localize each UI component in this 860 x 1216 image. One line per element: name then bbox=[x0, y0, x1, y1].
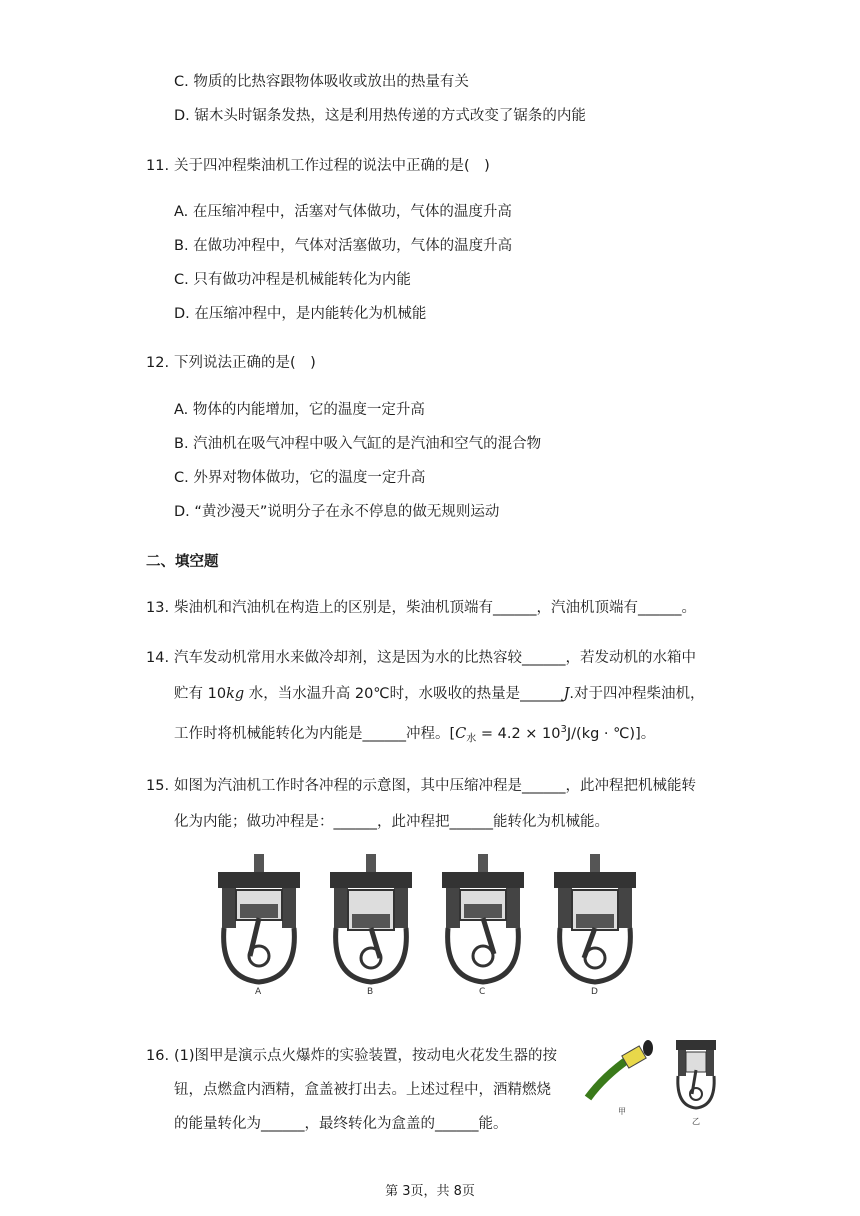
q11-option-a: A. 在压缩冲程中，活塞对气体做功，气体的温度升高 bbox=[174, 204, 512, 220]
label-d: D bbox=[591, 987, 598, 996]
text-run: .对于四冲程柴油机， bbox=[569, 686, 705, 702]
text-run: 工作时将机械能转化为内能是______冲程。[ bbox=[174, 725, 456, 742]
question-number: 13. bbox=[146, 600, 170, 616]
q10-option-d: D. 锯木头时锯条发热，这是利用热传递的方式改变了锯条的内能 bbox=[174, 108, 586, 124]
q14-line-2 bbox=[174, 684, 705, 704]
question-number: 16. bbox=[146, 1048, 170, 1064]
math-c: C bbox=[455, 725, 467, 742]
page-footer: 第 3页，共 8页 bbox=[385, 1184, 475, 1199]
text-run: = 4.2 × 10 bbox=[476, 725, 561, 742]
q16-line-3: 的能量转化为______，最终转化为盒盖的______能。 bbox=[174, 1116, 508, 1132]
label-b: B bbox=[367, 987, 374, 996]
question-line-1: (1)图甲是演示点火爆炸的实验装置，按动电火花发生器的按 bbox=[174, 1048, 558, 1064]
question-text: 柴油机和汽油机在构造上的区别是，柴油机顶端有______，汽油机顶端有______。 bbox=[174, 600, 696, 616]
engine-diagram-d bbox=[546, 846, 644, 996]
q15-line-2: 化为内能；做功冲程是：______，此冲程把______能转化为机械能。 bbox=[174, 814, 609, 830]
unit-kg: kg bbox=[226, 686, 245, 702]
question-stem: 关于四冲程柴油机工作过程的说法中正确的是( ) bbox=[174, 158, 490, 174]
question-number: 11. bbox=[146, 158, 170, 174]
label-yi: 乙 bbox=[692, 1117, 700, 1126]
q12-option-b: B. 汽油机在吸气冲程中吸入气缸的是汽油和空气的混合物 bbox=[174, 436, 542, 452]
question-stem: 下列说法正确的是( ) bbox=[174, 355, 316, 371]
text-run: 贮有 10 bbox=[174, 686, 227, 702]
q12-option-c: C. 外界对物体做功，它的温度一定升高 bbox=[174, 470, 426, 486]
text-run: J/(kg · ℃)]。 bbox=[566, 725, 656, 742]
question-number: 14. bbox=[146, 650, 170, 666]
math-superscript: 3 bbox=[560, 724, 567, 735]
q12-option-a: A. 物体的内能增加，它的温度一定升高 bbox=[174, 402, 425, 418]
question-line-1: 汽车发动机常用水来做冷却剂，这是因为水的比热容较______，若发动机的水箱中 bbox=[174, 650, 696, 666]
engine-strokes-figure bbox=[210, 846, 640, 996]
label-c: C bbox=[479, 987, 486, 996]
engine-diagram-a bbox=[210, 846, 308, 996]
section-heading: 二、填空题 bbox=[146, 554, 219, 570]
question-number: 15. bbox=[146, 778, 170, 794]
unit-j: J bbox=[563, 686, 570, 702]
question-line-1: 如图为汽油机工作时各冲程的示意图，其中压缩冲程是______，此冲程把机械能转 bbox=[174, 778, 696, 794]
label-a: A bbox=[255, 987, 262, 996]
question-number: 12. bbox=[146, 355, 170, 371]
q10-option-c: C. 物质的比热容跟物体吸收或放出的热量有关 bbox=[174, 74, 469, 90]
q11-option-c: C. 只有做功冲程是机械能转化为内能 bbox=[174, 272, 411, 288]
q12-option-d: D. “黄沙漫天”说明分子在永不停息的做无规则运动 bbox=[174, 504, 500, 520]
q11-option-b: B. 在做功冲程中，气体对活塞做功，气体的温度升高 bbox=[174, 238, 513, 254]
q11-option-d: D. 在压缩冲程中，是内能转化为机械能 bbox=[174, 306, 427, 322]
label-jia: 甲 bbox=[618, 1107, 626, 1116]
engine-diagram-c bbox=[434, 846, 532, 996]
engine-diagram-b bbox=[322, 846, 420, 996]
q14-line-3 bbox=[174, 720, 655, 750]
math-subscript: 水 bbox=[466, 733, 477, 745]
q16-line-2: 钮，点燃盒内酒精，盒盖被打出去。上述过程中，酒精燃烧 bbox=[174, 1082, 551, 1098]
text-run: 水，当水温升高 20℃时，水吸收的热量是______ bbox=[244, 686, 564, 702]
ignition-experiment-figure bbox=[584, 1036, 724, 1128]
